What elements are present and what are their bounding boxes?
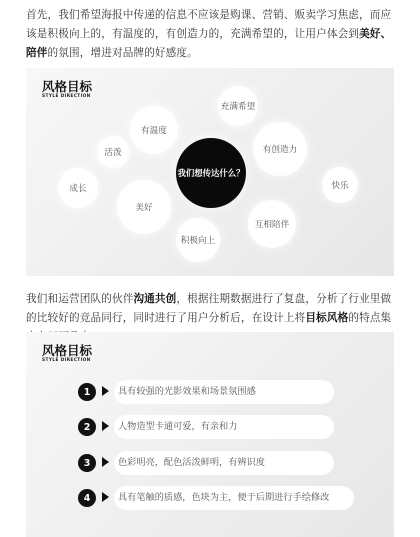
triangle-arrow-icon	[102, 492, 109, 502]
para2-text3: 的特点集	[348, 312, 392, 324]
center-bubble: 我们想传达什么？	[176, 138, 246, 208]
bubble-company: 互相陪伴	[248, 200, 296, 248]
intro-bold-sep: 、	[380, 28, 392, 40]
list-item	[76, 415, 394, 439]
item-text: 具有笔触的质感，色块为主，便于后期进行手绘修改	[114, 486, 354, 510]
list-item	[76, 451, 394, 475]
bubble-creativity: 有创造力	[253, 122, 307, 176]
item-text: 人物造型卡通可爱，有亲和力	[114, 415, 334, 439]
panel-subtitle: STYLE DIRECTION	[42, 94, 91, 99]
number-badge: 2	[78, 418, 96, 436]
para2-text1: 我们和运营团队的伙伴	[26, 293, 134, 305]
bubble-beauty: 美好	[117, 180, 171, 234]
list-item	[76, 486, 394, 510]
style-direction-list-panel	[26, 332, 394, 537]
item-text: 具有较强的光影效果和场景氛围感	[114, 380, 334, 404]
number-badge: 3	[78, 454, 96, 472]
intro-text-end: 的氛围，增进对品牌的好感度。	[47, 47, 198, 59]
triangle-arrow-icon	[102, 457, 109, 467]
bubble-happy: 快乐	[322, 167, 358, 203]
bubble-warmth: 有温度	[130, 106, 178, 154]
intro-bold-company: 陪伴	[26, 47, 48, 59]
triangle-arrow-icon	[102, 386, 109, 396]
number-badge: 4	[78, 489, 96, 507]
panel-title: 风格目标	[42, 343, 93, 358]
item-text: 色彩明亮，配色活泼鲜明，有辨识度	[114, 451, 334, 475]
intro-paragraph	[26, 6, 398, 63]
intro-bold-beauty: 美好	[359, 28, 381, 40]
bubble-lively: 活泼	[97, 136, 129, 168]
panel-title: 风格目标	[42, 79, 93, 94]
list-item	[76, 380, 394, 404]
bubble-positive: 积极向上	[176, 218, 220, 262]
intro-text: 首先，我们希望海报中传递的信息不应该是购课、营销、贩卖学习焦虑，而应该是积极向上的，有温度的，有创造力的，充满希望的，让用户体会到	[26, 9, 392, 40]
para2-bold-style: 目标风格	[305, 312, 349, 324]
para2-bold-cocreate: 沟通共创	[133, 293, 177, 305]
triangle-arrow-icon	[102, 421, 109, 431]
bubble-hope: 充满希望	[218, 86, 258, 126]
bubble-growth: 成长	[58, 168, 98, 208]
number-badge: 1	[78, 383, 96, 401]
panel-subtitle: STYLE DIRECTION	[42, 358, 91, 363]
para2-text2: ，根据往期数据进行了复盘，分析了行业里做的比较好的竞品同行，同时进行了用户分析后，在设计上将	[26, 293, 392, 324]
style-direction-bubbles-panel	[26, 68, 394, 276]
